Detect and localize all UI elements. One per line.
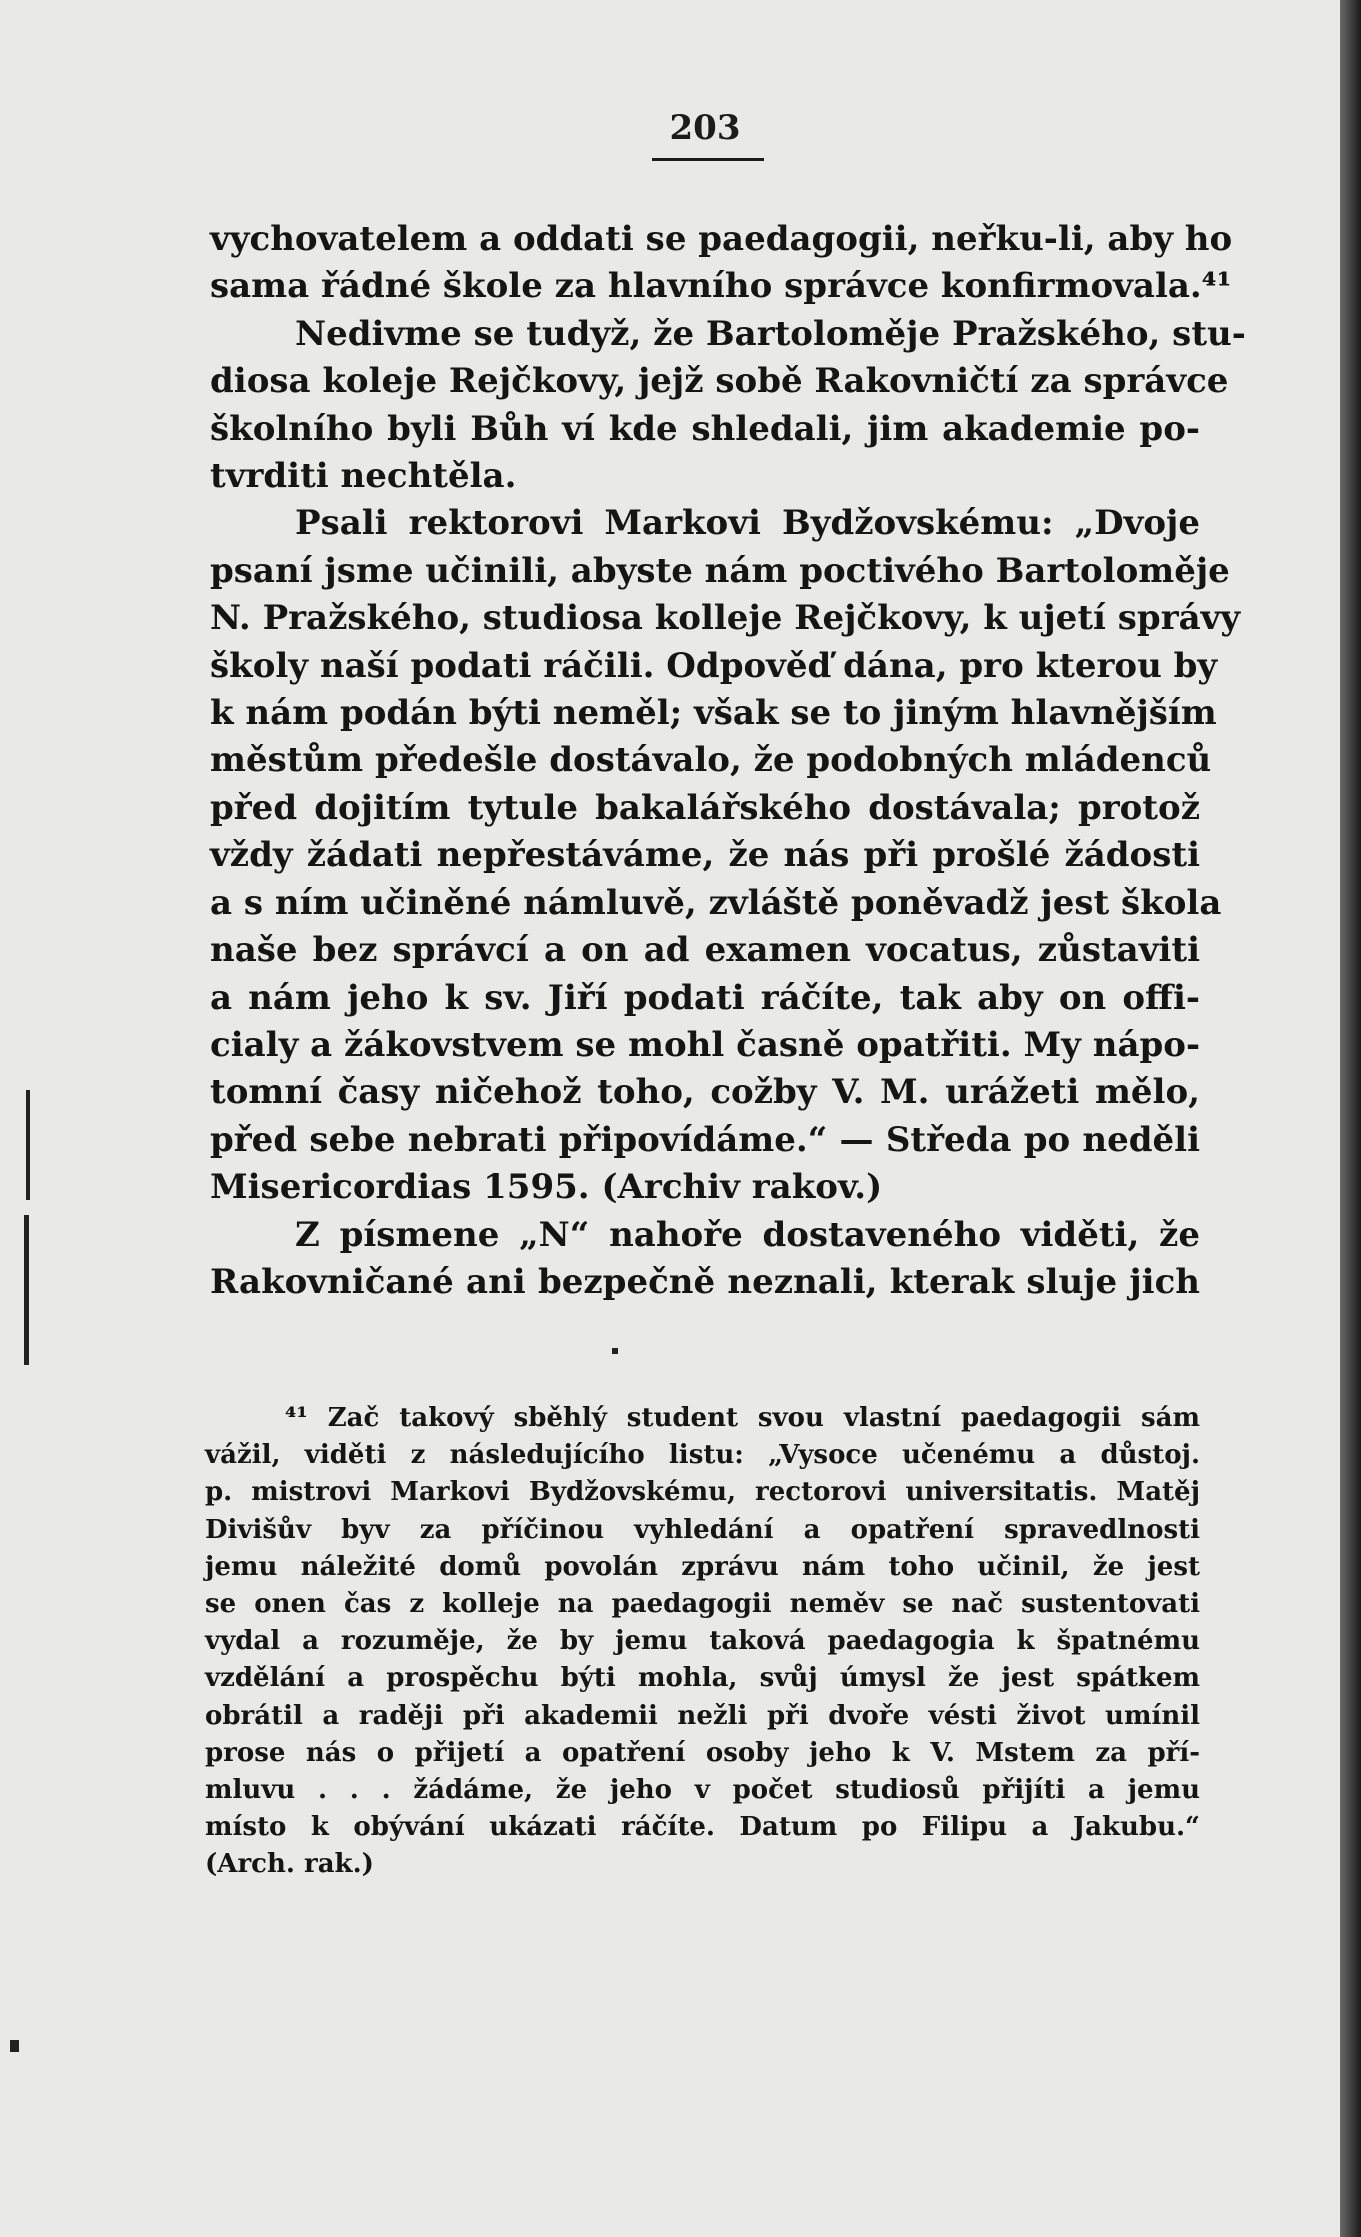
- text-line: tomní časy ničehož toho, cožby V. M. urážeti mělo,: [210, 1072, 1200, 1113]
- footnote-line: ⁴¹ Zač takový sběhlý student svou vlastní paedagogii sám: [285, 1403, 1200, 1433]
- text-line: psaní jsme učinili, abyste nám poctivého Bartoloměje: [210, 550, 1230, 591]
- text-line: Nedivme se tudyž, že Bartoloměje Pražského, stu-: [295, 313, 1246, 354]
- footnote-line: (Arch. rak.): [205, 1849, 374, 1880]
- footnote: [205, 1400, 1200, 1884]
- text-line: Rakovničané ani bezpečně neznali, kterak sluje jich: [210, 1261, 1200, 1302]
- text-line: a nám jeho k sv. Jiří podati ráčíte, tak aby on offi-: [210, 977, 1200, 1018]
- footnote-line: vážil, viděti z následujícího listu: „Vysoce učenému a důstoj.: [205, 1440, 1200, 1471]
- page-number: 203: [669, 108, 741, 148]
- text-line: vždy žádati nepřestáváme, že nás při prošlé žádosti: [210, 835, 1200, 876]
- footnote-line: obrátil a raději při akademii nežli při dvoře vésti život umínil: [205, 1700, 1200, 1731]
- scan-mark: [10, 2040, 19, 2052]
- main-text: [210, 216, 1246, 1306]
- text-line: Z písmene „N“ nahoře dostaveného viděti, že: [295, 1214, 1200, 1255]
- text-line: před dojitím tytule bakalářského dostávala; protož: [210, 787, 1200, 828]
- page-edge: [1340, 0, 1361, 2237]
- text-line: a s ním učiněné námluvě, zvláště poněvadž jest škola: [210, 882, 1222, 923]
- text-line: Psali rektorovi Markovi Bydžovskému: „Dvoje: [295, 503, 1200, 544]
- footnote-line: jemu náležité domů povolán zprávu nám toho učinil, že jest: [205, 1551, 1200, 1582]
- text-line: naše bez správcí a on ad examen vocatus, zůstaviti: [210, 930, 1200, 971]
- text-line: tvrditi nechtěla.: [210, 456, 517, 497]
- footnote-line: prose nás o přijetí a opatření osoby jeho k V. Mstem za pří-: [205, 1737, 1200, 1768]
- text-line: městům předešle dostávalo, že podobných mládenců: [210, 740, 1212, 781]
- text-line: vychovatelem a oddati se paedagogii, neřku-li, aby ho: [210, 219, 1233, 259]
- scan-mark: [612, 1348, 618, 1354]
- footnote-line: Divišův byv za příčinou vyhledání a opatření spravedlnosti: [205, 1514, 1200, 1545]
- text-line: Misericordias 1595. (Archiv rakov.): [210, 1167, 883, 1208]
- footnote-line: mluvu . . . žádáme, že jeho v počet studiosů přijíti a jemu: [205, 1775, 1200, 1806]
- page-number-rule: [652, 158, 764, 161]
- text-line: před sebe nebrati připovídáme.“ — Středa po neděli: [210, 1119, 1200, 1160]
- text-line: sama řádné škole za hlavního správce konfirmovala.⁴¹: [210, 266, 1232, 307]
- text-line: N. Pražského, studiosa kolleje Rejčkovy, k ujetí správy: [210, 598, 1241, 639]
- text-line: školy naší podati ráčili. Odpověď dána, pro kterou by: [210, 645, 1218, 686]
- footnote-line: vzdělání a prospěchu býti mohla, svůj úmysl že jest spátkem: [205, 1663, 1200, 1694]
- text-line: školního byli Bůh ví kde shledali, jim akademie po-: [210, 408, 1200, 449]
- text-line: diosa koleje Rejčkovy, jejž sobě Rakovničtí za správce: [210, 361, 1229, 402]
- footnote-line: vydal a rozuměje, že by jemu taková paedagogia k špatnému: [205, 1626, 1200, 1657]
- text-line: cialy a žákovstvem se mohl časně opatřiti. My nápo-: [210, 1024, 1201, 1065]
- scan-mark: [24, 1215, 29, 1365]
- footnote-line: se onen čas z kolleje na paedagogii neměv se nač sustentovati: [205, 1589, 1200, 1620]
- text-line: k nám podán býti neměl; však se to jiným hlavnějším: [210, 693, 1217, 734]
- footnote-line: p. mistrovi Markovi Bydžovskému, rectorovi universitatis. Matěj: [205, 1477, 1200, 1508]
- scan-mark: [26, 1090, 30, 1200]
- footnote-line: místo k obývání ukázati ráčíte. Datum po Filipu a Jakubu.“: [205, 1812, 1200, 1843]
